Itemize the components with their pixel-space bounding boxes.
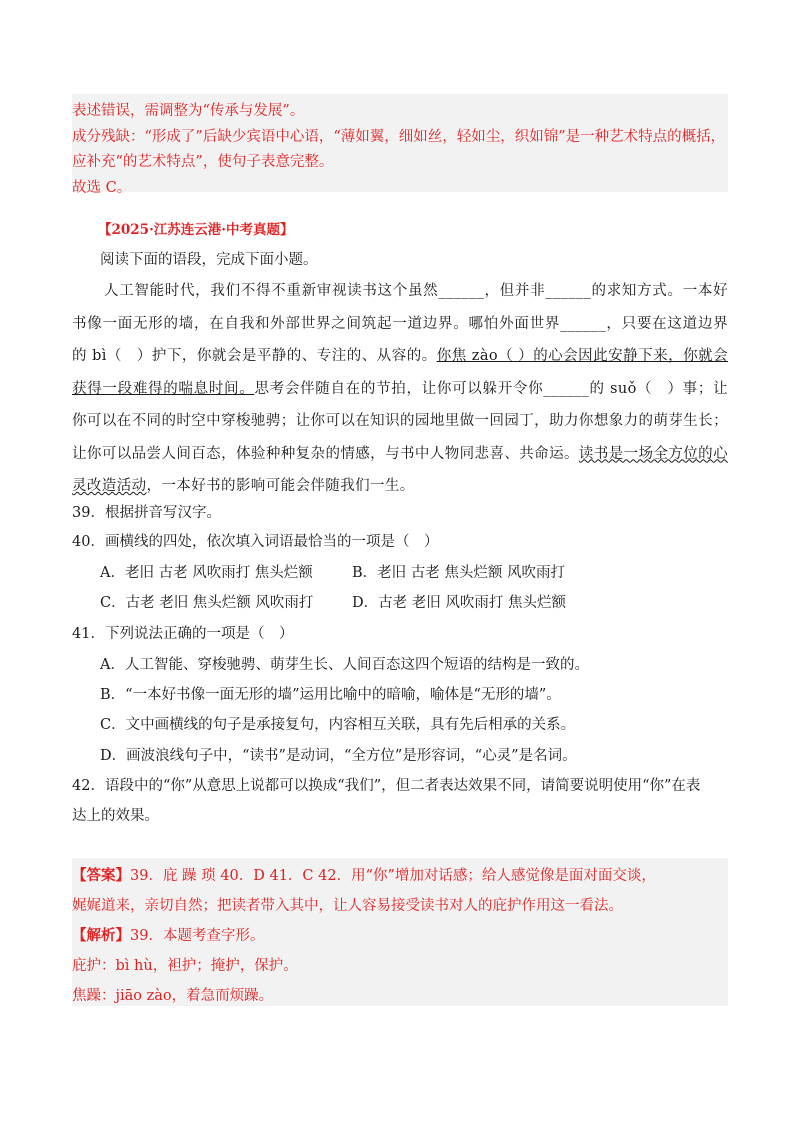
q41-option-b: B．“一本好书像一面无形的墙”运用比喻中的暗喻，喻体是“无形的墙”。 xyxy=(100,687,561,703)
q40-option-c: C．古老 老旧 焦头烂额 风吹雨打 xyxy=(100,595,314,611)
q41-option-d: D．画波浪线句子中，“读书”是动词，“全方位”是形容词，“心灵”是名词。 xyxy=(100,748,577,764)
passage-part-3: ，一本好书的影响可能会伴随我们一生。 xyxy=(146,478,415,494)
underlined-sentence: 你焦 zào（ ）的心会因此安静下来，你就会获得一段难得的喘息时间。 xyxy=(72,348,728,397)
reading-passage xyxy=(72,275,728,503)
analysis-jiaozao: 焦躁：jiāo zào，着急而烦躁。 xyxy=(72,988,274,1004)
answer-tag: 【答案】 xyxy=(72,867,130,884)
reading-instruction: 阅读下面的语段，完成下面小题。 xyxy=(100,252,318,268)
top-box-line-3: 应补充“的艺术特点”，使句子表意完整。 xyxy=(72,154,334,170)
passage-paragraph xyxy=(72,275,728,503)
answer-line-1 xyxy=(72,866,656,886)
question-40: 40．画横线的四处，依次填入词语最恰当的一项是（ ） xyxy=(72,534,439,550)
q41-option-a: A．人工智能、穿梭驰骋、萌芽生长、人间百态这四个短语的结构是一致的。 xyxy=(100,657,589,673)
analysis-tag: 【解析】 xyxy=(72,927,130,944)
analysis-text-1: 39．本题考查字形。 xyxy=(130,928,265,944)
question-41: 41．下列说法正确的一项是（ ） xyxy=(72,626,294,642)
question-42-line-2: 达上的效果。 xyxy=(72,808,159,824)
source-tag: 【2025·江苏连云港·中考真题】 xyxy=(98,222,294,238)
passage-part-2: 思考会伴随自在的节拍，让你可以躲开令你______的 suǒ（ ）事；让你可以在不同的时空中穿梭驰骋；让你可以在知识的园地里做一回园丁，助力你想象力的萌芽生长；让你可以品尝人间百态，体验种种复杂的情感，与书中人物同悲喜、共命运。 xyxy=(72,380,728,462)
q40-option-d: D．古老 老旧 风吹雨打 焦头烂额 xyxy=(352,595,566,611)
q41-option-c: C．文中画横线的句子是承接复句，内容相互关联，具有先后相承的关系。 xyxy=(100,717,576,733)
wavy-underlined-sentence: 读书是一场全方位的心灵改造活动 xyxy=(72,445,728,494)
q40-option-b: B．老旧 古老 焦头烂额 风吹雨打 xyxy=(352,565,565,581)
top-box-line-1: 表述错误，需调整为“传承与发展”。 xyxy=(72,103,305,119)
top-box-line-2: 成分残缺：“形成了”后缺少宾语中心语，“薄如翼，细如丝，轻如尘，织如锦”是一种艺术特点的概括， xyxy=(72,129,726,145)
q40-option-a: A．老旧 古老 风吹雨打 焦头烂额 xyxy=(100,565,313,581)
answer-text-1: 39．庇 躁 琐 40．D 41．C 42．用“你”增加对话感；给人感觉像是面对面交谈， xyxy=(130,868,656,884)
question-39: 39．根据拼音写汉字。 xyxy=(72,505,221,521)
answer-line-2: 娓娓道来，亲切自然；把读者带入其中，让人容易接受读书对人的庇护作用这一看法。 xyxy=(72,898,623,914)
top-box-line-4: 故选 C。 xyxy=(72,180,132,196)
analysis-line-1 xyxy=(72,926,264,946)
analysis-bihu: 庇护：bì hù，袒护；掩护，保护。 xyxy=(72,958,298,974)
question-42-line-1: 42．语段中的“你”从意思上说都可以换成“我们”，但二者表达效果不同，请简要说明使用“你”在表 xyxy=(72,778,701,794)
passage-part-1: 人工智能时代，我们不得不重新审视读书这个虽然______，但并非______的求知方式。一本好书像一面无形的墙，在自我和外部世界之间筑起一道边界。哪怕外面世界______，只要在这道边界的 bì（ ）护下，你就会是平静的、专注的、从容的。 xyxy=(72,283,728,364)
